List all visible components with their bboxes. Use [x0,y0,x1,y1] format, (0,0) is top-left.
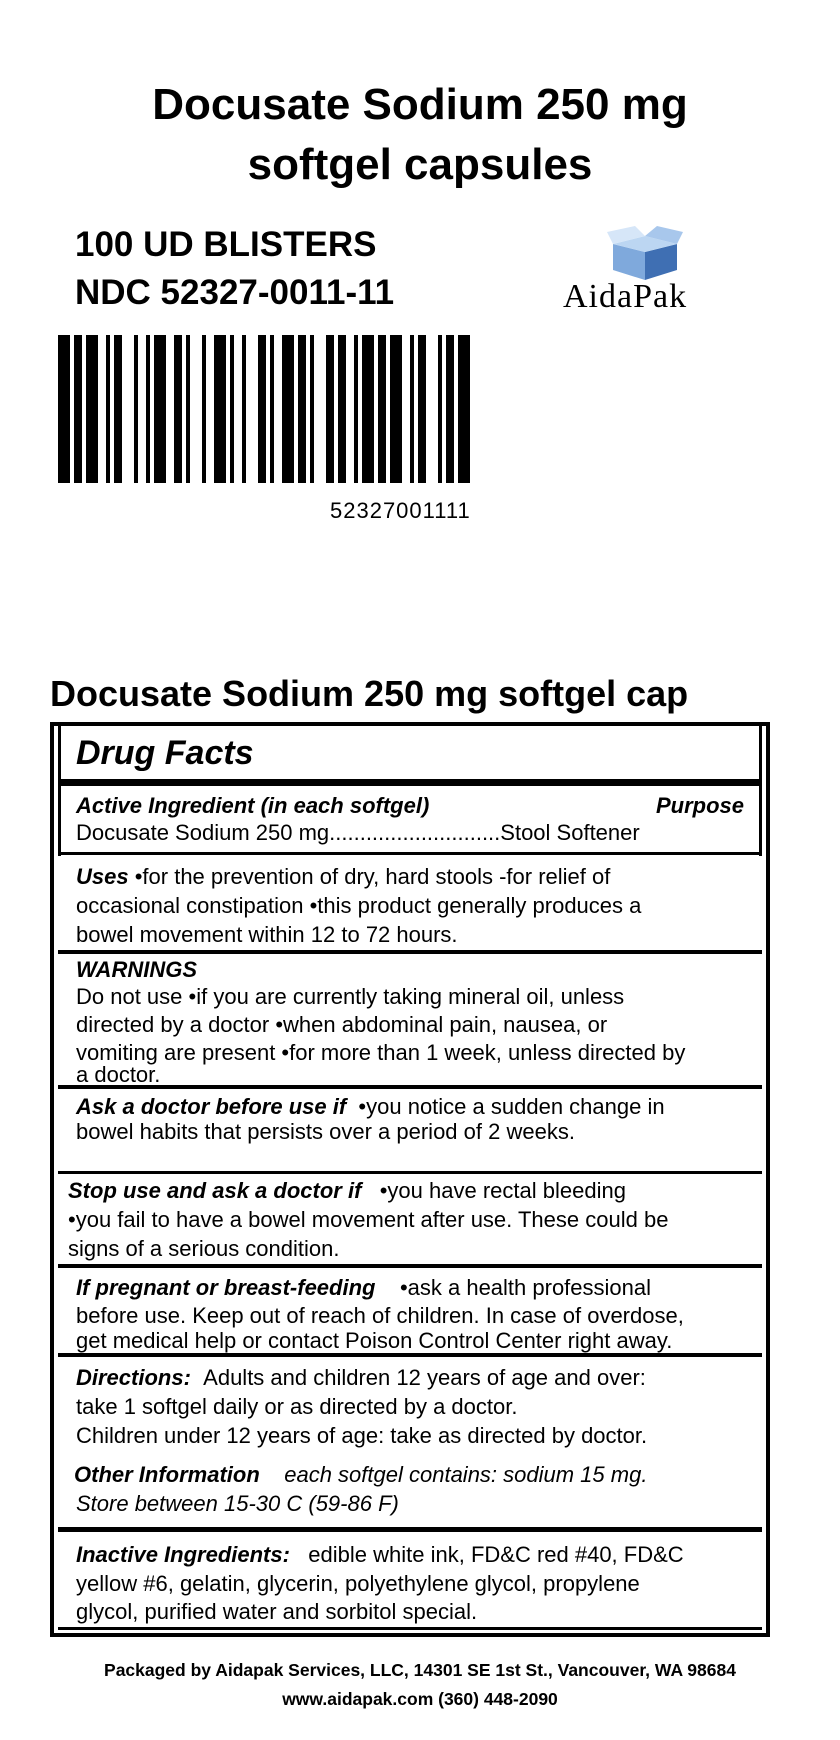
warnings-line3: vomiting are present •for more than 1 week, unless directed by [76,1040,686,1065]
directions-line2: take 1 softgel daily or as directed by a doctor. [76,1394,518,1419]
barcode-bar [338,335,346,483]
warnings-line4: a doctor. [76,1062,161,1087]
barcode-bar [242,335,246,483]
barcode-bar [410,335,414,483]
barcode-bar [270,335,274,483]
footer-address: Packaged by Aidapak Services, LLC, 14301 SE 1st St., Vancouver, WA 98684 [104,1660,736,1680]
warnings-line1: Do not use •if you are currently taking mineral oil, unless [76,984,625,1009]
facts-divider [58,1527,762,1532]
uses-line3: bowel movement within 12 to 72 hours. [76,922,458,947]
barcode-bar [390,335,402,483]
pregnant-line2: before use. Keep out of reach of children. In case of overdose, [76,1303,684,1328]
inactive-line2: yellow #6, gelatin, glycerin, polyethylene glycol, propylene [76,1571,640,1596]
barcode-bar [174,335,182,483]
facts-divider [58,1264,762,1268]
facts-inner-border [58,726,61,856]
inactive-line1: Inactive Ingredients: edible white ink, FD&C red #40, FD&C [76,1542,684,1567]
purpose-heading: Purpose [655,793,744,818]
barcode-bar [230,335,234,483]
facts-divider [58,950,762,954]
facts-divider [58,1171,762,1174]
barcode [58,335,768,483]
barcode-bar [418,335,426,483]
warnings-heading: WARNINGS [76,957,197,982]
barcode-bar [214,335,226,483]
barcode-bar [74,335,82,483]
other-info-heading: Other Information [74,1462,260,1487]
barcode-bar [202,335,206,483]
barcode-bar [114,335,122,483]
barcode-bar [106,335,110,483]
ndc-number: NDC 52327-0011-11 [75,273,395,312]
stop-use-line2: •you fail to have a bowel movement after use. These could be [68,1207,669,1232]
other-info-line2: Store between 15-30 C (59-86 F) [76,1491,399,1516]
facts-inner-border [759,726,762,856]
barcode-bar [298,335,306,483]
facts-section-title: Docusate Sodium 250 mg softgel cap [50,673,689,714]
package-count: 100 UD BLISTERS [75,225,377,264]
open-box-icon [605,222,685,282]
directions-heading: Directions: [76,1365,191,1390]
inactive-heading: Inactive Ingredients: [76,1542,290,1567]
inactive-line3: glycol, purified water and sorbitol special. [76,1599,478,1624]
stop-use-line3: signs of a serious condition. [68,1236,340,1261]
directions-line1: Directions: Adults and children 12 years of age and over: [76,1365,646,1390]
other-info-line1: Other Information each softgel contains: sodium 15 mg. [74,1462,648,1487]
barcode-bar [362,335,374,483]
ask-doctor-line1: Ask a doctor before use if •you notice a sudden change in [76,1094,665,1119]
facts-divider [58,1085,762,1089]
warnings-line2: directed by a doctor •when abdominal pain, nausea, or [76,1012,608,1037]
drug-facts-panel [50,722,770,1637]
barcode-bar [458,335,470,483]
facts-divider [58,1627,762,1630]
barcode-bar [282,335,294,483]
barcode-bar [378,335,386,483]
facts-divider [58,852,762,855]
barcode-bar [58,335,70,483]
barcode-bar [86,335,98,483]
active-ingredient-heading: Active Ingredient (in each softgel) [76,793,430,818]
barcode-bar [326,335,334,483]
barcode-bar [354,335,358,483]
facts-divider [58,779,762,786]
stop-use-heading: Stop use and ask a doctor if [68,1178,362,1203]
pregnant-line3: get medical help or contact Poison Control Center right away. [76,1328,673,1353]
uses-line2: occasional constipation •this product generally produces a [76,893,642,918]
barcode-bar [134,335,138,483]
ask-doctor-heading: Ask a doctor before use if [76,1094,347,1119]
logo-wordmark: AidaPak [563,278,688,315]
barcode-bar [310,335,314,483]
pregnant-heading: If pregnant or breast-feeding [76,1275,376,1300]
barcode-bar [258,335,266,483]
barcode-bar [186,335,190,483]
barcode-number: 52327001111 [330,498,471,523]
product-title-line1: Docusate Sodium 250 mg [152,80,688,129]
uses-line1: Uses •for the prevention of dry, hard stools -for relief of [76,864,611,889]
barcode-bar [154,335,166,483]
barcode-bar [146,335,150,483]
barcode-bar [446,335,454,483]
pregnant-line1: If pregnant or breast-feeding •ask a health professional [76,1275,652,1300]
product-title-line2: softgel capsules [247,140,593,189]
active-ingredient-line: Docusate Sodium 250 mg............................Stool Softener [76,820,640,845]
drug-facts-heading: Drug Facts [76,734,254,772]
aidapak-logo [555,222,745,317]
footer-contact: www.aidapak.com (360) 448-2090 [282,1689,558,1709]
stop-use-line1: Stop use and ask a doctor if •you have rectal bleeding [68,1178,626,1203]
barcode-bar [438,335,442,483]
uses-heading: Uses [76,864,129,889]
directions-line3: Children under 12 years of age: take as directed by doctor. [76,1423,648,1448]
ask-doctor-line2: bowel habits that persists over a period of 2 weeks. [76,1119,575,1144]
